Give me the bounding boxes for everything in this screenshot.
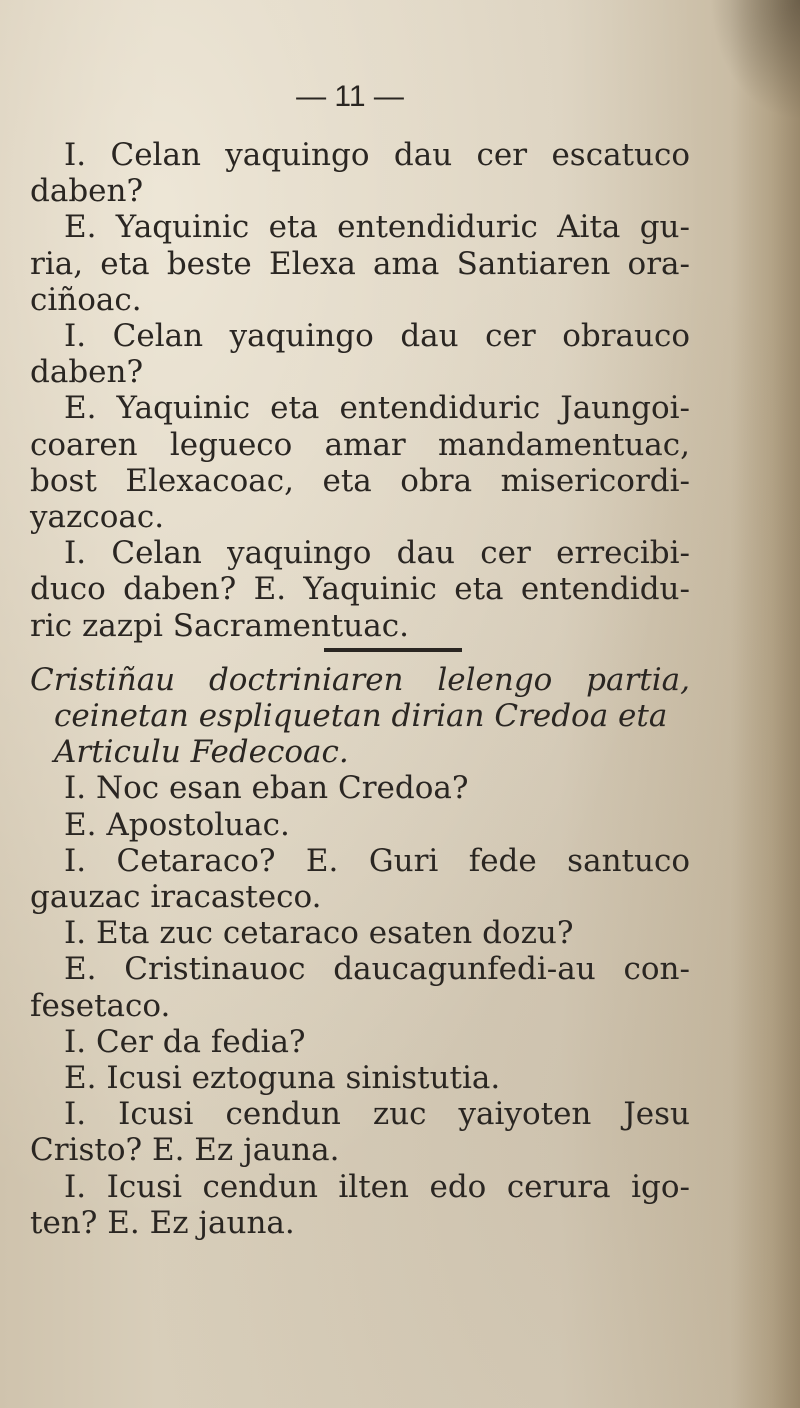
- text-line: I. Celan yaquingo dau cer escatuco: [64, 137, 690, 173]
- text-line: I. Icusi cendun zuc yaiyoten Jesu: [64, 1096, 690, 1133]
- text-line: fesetaco.: [30, 987, 171, 1024]
- section-heading-line: Articulu Fedecoac.: [54, 734, 349, 771]
- text-line: ria, eta beste Elexa ama Santiaren ora-: [30, 245, 690, 282]
- section-heading-line: ceinetan espliquetan dirian Credoa eta: [54, 698, 668, 735]
- text-line: E. Yaquinic eta entendiduric Jaungoi-: [64, 390, 690, 427]
- text-line: yazcoac.: [30, 499, 165, 536]
- text-line: ciñoac.: [30, 281, 142, 318]
- section-divider: [324, 648, 462, 652]
- text-line: I. Cetaraco? E. Guri fede santuco: [64, 842, 690, 879]
- text-line: I. Eta zuc cetaraco esaten dozu?: [64, 915, 574, 952]
- page-edge-stain: [730, 0, 800, 1408]
- text-line: E. Yaquinic eta entendiduric Aita gu-: [64, 209, 690, 246]
- text-line: daben?: [30, 354, 144, 391]
- text-line: I. Celan yaquingo dau cer errecibi-: [64, 535, 690, 572]
- text-line: coaren legueco amar mandamentuac,: [30, 426, 690, 463]
- text-line: I. Celan yaquingo dau cer obrauco: [64, 318, 690, 355]
- text-line: duco daben? E. Yaquinic eta entendidu-: [30, 571, 690, 608]
- text-line: ric zazpi Sacramentuac.: [30, 607, 409, 644]
- text-line: E. Apostoluac.: [64, 806, 290, 843]
- text-line: I. Icusi cendun ilten edo cerura igo-: [64, 1168, 690, 1205]
- page-number: — 11 —: [296, 80, 404, 113]
- page-text: [30, 137, 690, 1241]
- page-corner-damage: [710, 0, 800, 120]
- text-line: bost Elexacoac, eta obra misericordi-: [30, 462, 690, 499]
- section-heading-line: Cristiñau doctriniaren lelengo partia,: [30, 661, 690, 698]
- text-line: Cristo? E. Ez jauna.: [30, 1132, 340, 1169]
- text-line: E. Cristinauoc daucagunfedi-au con-: [64, 951, 690, 988]
- text-line: ten? E. Ez jauna.: [30, 1204, 295, 1241]
- text-line: E. Icusi eztoguna sinistutia.: [64, 1060, 501, 1097]
- text-line: daben?: [30, 173, 144, 210]
- text-line: I. Cer da fedia?: [64, 1023, 306, 1060]
- text-line: I. Noc esan eban Credoa?: [64, 770, 469, 807]
- text-line: gauzac iracasteco.: [30, 879, 322, 916]
